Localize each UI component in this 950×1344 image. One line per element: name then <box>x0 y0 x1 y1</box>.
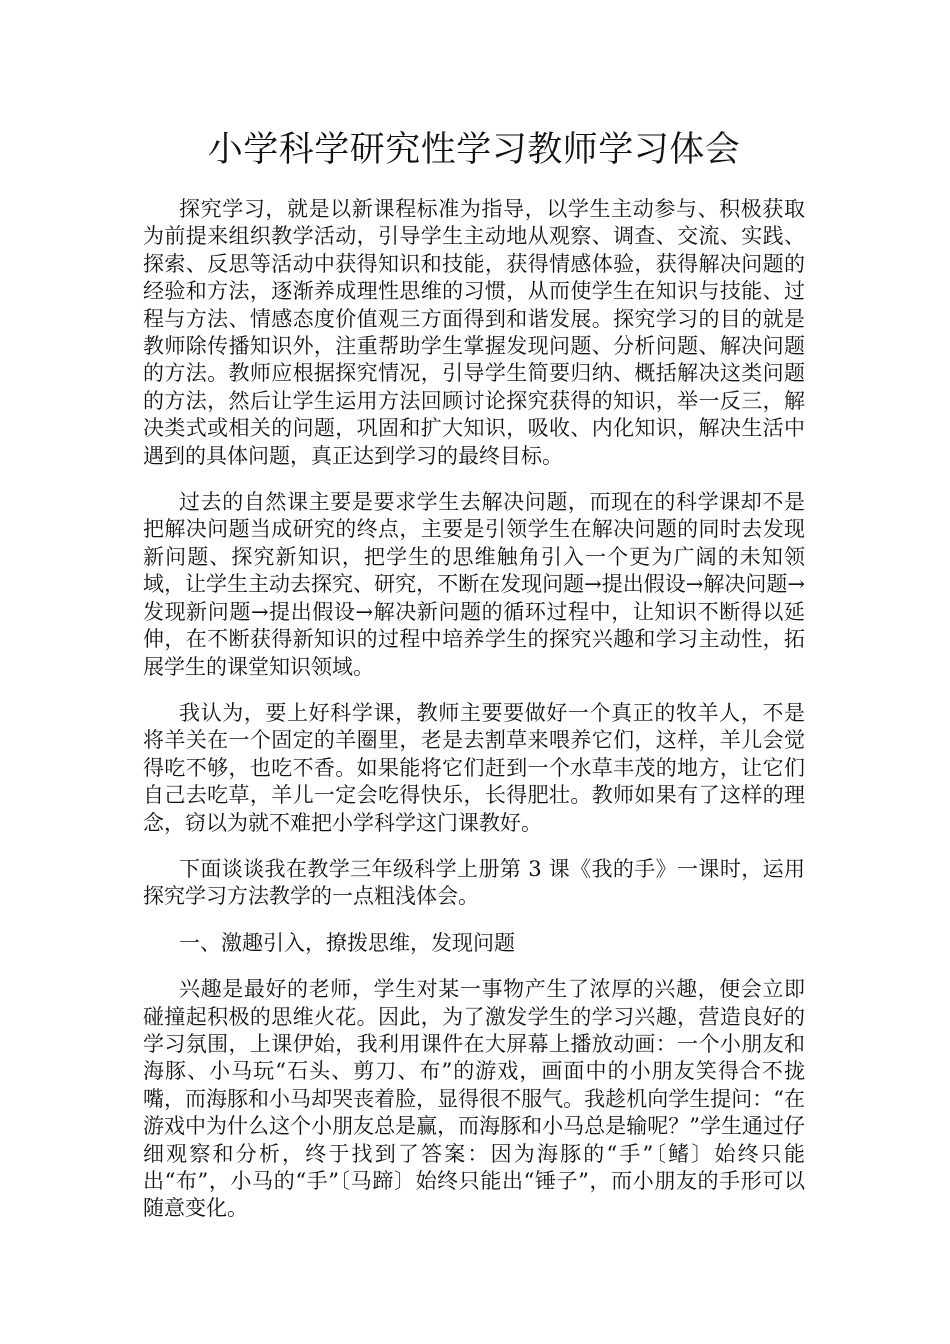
document-title: 小学科学研究性学习教师学习体会 <box>207 130 741 170</box>
section-heading-one: 一、激趣引入，撩拨思维，发现问题 <box>179 930 515 955</box>
paragraph-lesson-intro: 下面谈谈我在教学三年级科学上册第 3 课《我的手》一课时，运用探究学习方法教学的一点粗浅体会。 <box>143 856 805 909</box>
paragraph-intro: 探究学习，就是以新课程标准为指导，以学生主动参与、积极获取为前提来组织教学活动，引导学生主动地从观察、调查、交流、实践、探索、反思等活动中获得知识和技能，获得情感体验，获得解决问题的经验和方法，逐渐养成理性思维的习惯，从而使学生在知识与技能、过程与方法、情感态度价值观三方面得到和谐发展。探究学习的目的就是教师除传播知识外，注重帮助学生掌握发现问题、分析问题、解决问题的方法。教师应根据探究情况，引导学生简要归纳、概括解决这类问题的方法，然后让学生运用方法回顾讨论探究获得的知识，举一反三，解决类式或相关的问题，巩固和扩大知识，吸收、内化知识，解决生活中遇到的具体问题，真正达到学习的最终目标。 <box>143 197 805 468</box>
document-page <box>143 125 805 1242</box>
paragraph-shepherd-analogy: 我认为，要上好科学课，教师主要要做好一个真正的牧羊人，不是将羊关在一个固定的羊圈里，老是去割草来喂养它们，这样，羊儿会觉得吃不够，也吃不香。如果能将它们赶到一个水草丰茂的地方，让它们自己去吃草，羊儿一定会吃得快乐，长得肥壮。教师如果有了这样的理念，窃以为就不难把小学科学这门课教好。 <box>143 700 805 835</box>
paragraph-past-vs-now: 过去的自然课主要是要求学生去解决问题，而现在的科学课却不是把解决问题当成研究的终点，主要是引领学生在解决问题的同时去发现新问题、探究新知识，把学生的思维触角引入一个更为广阔的未知领域，让学生主动去探究、研究，不断在发现问题→提出假设→解决问题→发现新问题→提出假设→解决新问题的循环过程中，让知识不断得以延伸，在不断获得新知识的过程中培养学生的探究兴趣和学习主动性，拓展学生的课堂知识领域。 <box>143 490 805 679</box>
paragraph-interest: 兴趣是最好的老师，学生对某一事物产生了浓厚的兴趣，便会立即碰撞起积极的思维火花。因此，为了激发学生的学习兴趣，营造良好的学习氛围，上课伊始，我利用课件在大屏幕上播放动画：一个小朋友和海豚、小马玩“石头、剪刀、布”的游戏，画面中的小朋友笑得合不拢嘴，而海豚和小马却哭丧着脸，显得很不服气。我趁机向学生提问：“在游戏中为什么这个小朋友总是赢，而海豚和小马总是输呢？”学生通过仔细观察和分析，终于找到了答案：因为海豚的“手”〔鳍〕始终只能出“布”，小马的“手”〔马蹄〕始终只能出“锤子”，而小朋友的手形可以随意变化。 <box>143 977 805 1221</box>
